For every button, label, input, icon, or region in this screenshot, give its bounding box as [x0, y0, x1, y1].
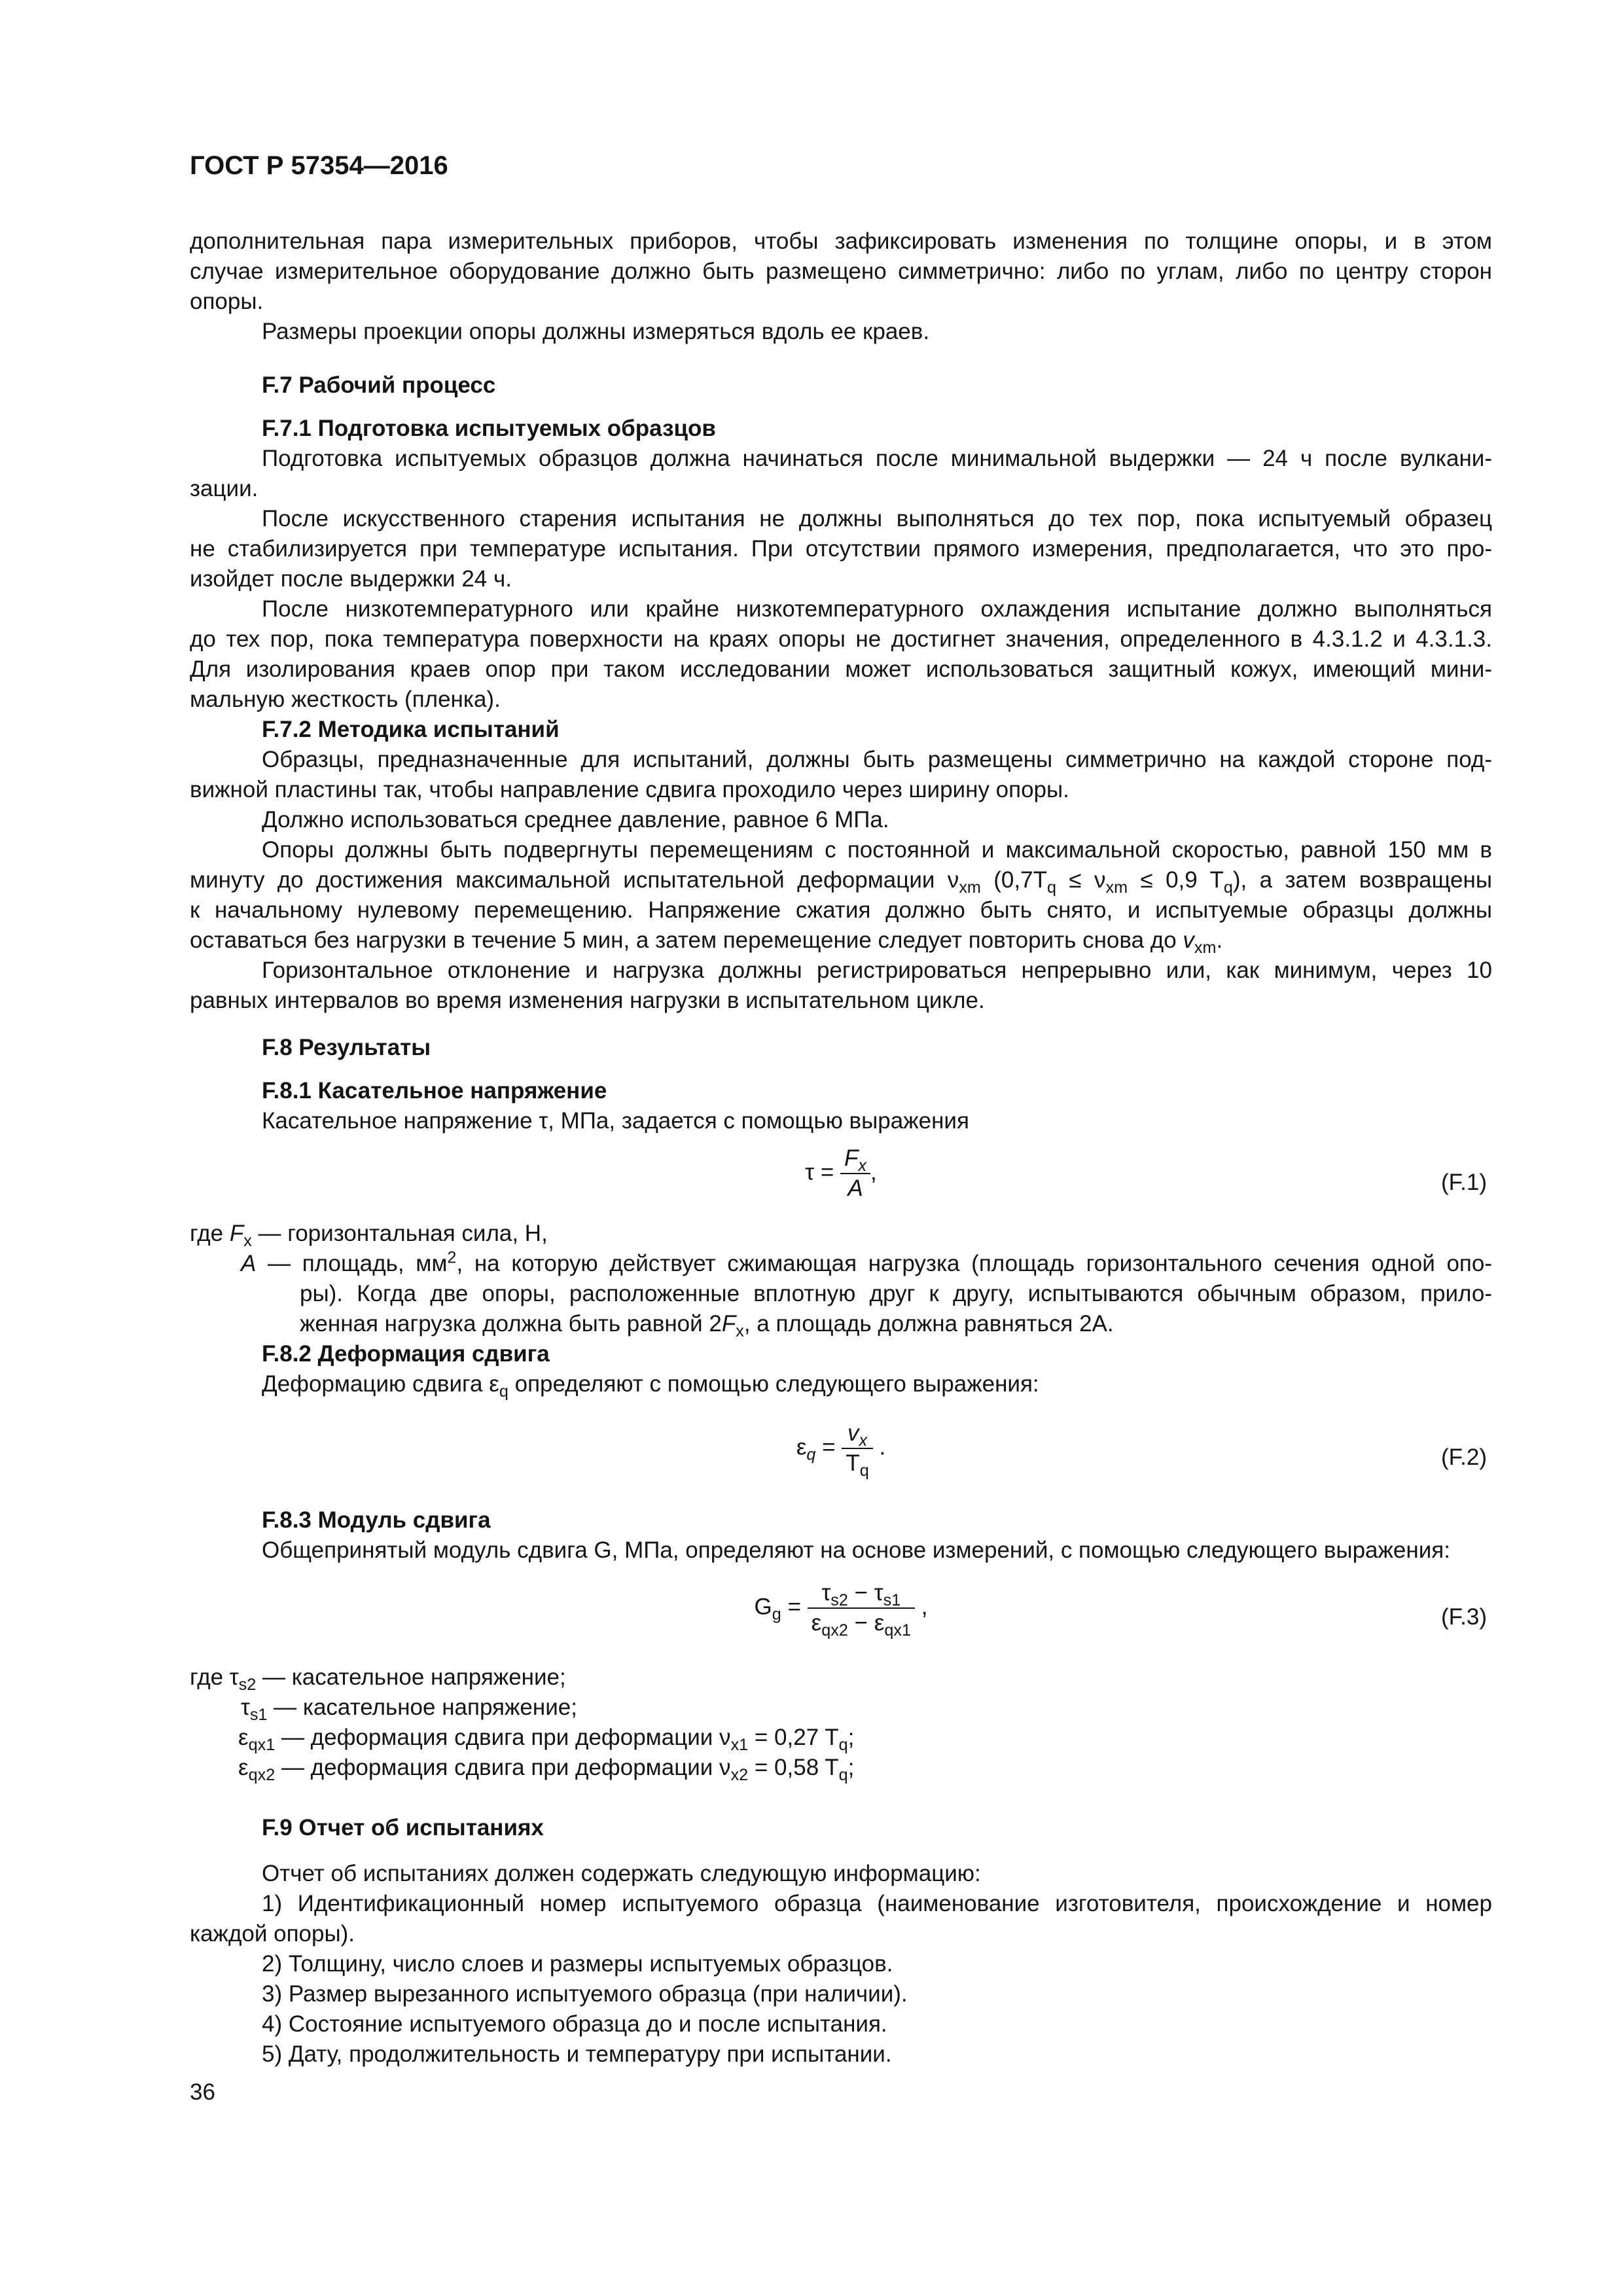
definition-line: A — площадь, $мм^2$, на которую действует сжимающая нагрузка (площадь горизонтального сечения одной опо- [241, 1248, 1493, 1276]
page-number: 36 [190, 2079, 215, 2105]
text-line: После искусственного старения испытания не должны выполняться до тех пор, пока испытуемый образец [262, 506, 1492, 531]
subsection-f8-1 [190, 1076, 1492, 1136]
subsection-f8-2 [190, 1339, 1492, 1399]
text-line: вижной пластины так, чтобы направление сдвига проходило через ширину опоры. [190, 777, 1069, 802]
section-f8 [190, 1033, 1492, 1063]
list-item: 1) Идентификационный номер испытуемого образца (наименование изготовителя, происхождение и номер [262, 1891, 1492, 1916]
formula-f3-definitions [190, 1662, 1492, 1783]
formula-f1-definitions [190, 1219, 1492, 1339]
text-line: не стабилизируется при температуре испытания. При отсутствии прямого измерения, предполагается, что это про- [190, 536, 1492, 562]
subsection-heading: F.8.2 Деформация сдвига [262, 1341, 550, 1367]
definition-line: женная нагрузка должна быть равной $2F_x$, а площадь должна равняться 2A. [300, 1311, 1114, 1340]
section-heading: F.9 Отчет об испытаниях [262, 1815, 544, 1840]
text-line: минуту до достижения максимальной испытательной деформации $\nu_{xm}$ ($0,7T_q \le \nu_{xm} \le 0,9$ $T_q$), а затем возвращены [190, 867, 1492, 897]
section-heading: F.8 Результаты [262, 1035, 431, 1060]
formula-f1: τ = $\frac{F_x}{A}$ , (F.1) [805, 1145, 1487, 1201]
section-f9-content [190, 1859, 1492, 2070]
text-line: к начальному нулевому перемещению. Напряжение сжатия должно быть снято, и испытуемые образцы должны [190, 897, 1492, 923]
text-line: После низкотемпературного или крайне низкотемпературного охлаждения испытание должно выполняться [262, 596, 1492, 622]
definition-line: $\tau_{s1}$ — касательное напряжение; [241, 1695, 577, 1724]
subsection-heading: F.7.2 Методика испытаний [262, 717, 560, 742]
list-item: 5) Дату, продолжительность и температуру при испытании. [262, 2041, 892, 2067]
list-item: 3) Размер вырезанного испытуемого образца (при наличии). [262, 1981, 908, 2007]
page-header-title: ГОСТ Р 57354—2016 [190, 151, 448, 180]
text-line: изойдет после выдержки 24 ч. [190, 566, 512, 592]
definition-line: где $\tau_{s2}$ — касательное напряжение; [190, 1664, 566, 1694]
text-line: Касательное напряжение τ, МПа, задается с помощью выражения [262, 1108, 969, 1134]
section-f7 [190, 370, 1492, 401]
text-line: опоры. [190, 289, 264, 314]
definition-line: $\varepsilon_{qx1}$ — деформация сдвига при деформации $\nu_{x1} = 0,27$ $T_q$; [238, 1725, 855, 1754]
text-line: зации. [190, 476, 259, 501]
list-item: 2) Толщину, число слоев и размеры испытуемых образцов. [262, 1951, 893, 1977]
text-line: Должно использоваться среднее давление, равное 6 МПа. [262, 807, 889, 833]
subsection-heading: F.7.1 Подготовка испытуемых образцов [262, 416, 716, 441]
text-line: случае измерительное оборудование должно быть размещено симметрично: либо по углам, либо по центру сторон [190, 259, 1492, 284]
formula-number: (F.3) [1441, 1604, 1487, 1630]
text-line: равных интервалов во время изменения нагрузки в испытательном цикле. [190, 988, 985, 1013]
text-line: Опоры должны быть подвергнуты перемещениям с постоянной и максимальной скоростью, равной 150 мм в [262, 837, 1492, 863]
formula-number: (F.2) [1441, 1444, 1487, 1470]
section-heading: F.7 Рабочий процесс [262, 372, 496, 398]
text-line: Горизонтальное отклонение и нагрузка должны регистрироваться непрерывно или, как минимум, через 10 [262, 958, 1492, 983]
text-line: Образцы, предназначенные для испытаний, должны быть размещены симметрично на каждой стороне под- [262, 747, 1492, 772]
formula-number: (F.1) [1441, 1170, 1487, 1195]
text-line: Общепринятый модуль сдвига G, МПа, определяют на основе измерений, с помощью следующего выражения: [262, 1537, 1450, 1563]
intro-paragraph [190, 226, 1492, 347]
text-line: Деформацию сдвига $\varepsilon_q$ определяют с помощью следующего выражения: [262, 1371, 1039, 1401]
subsection-f7-1 [190, 414, 1492, 1016]
text-line: оставаться без нагрузки в течение 5 мин, а затем перемещение следует повторить снова до $v_{xm}$. [190, 927, 1223, 957]
definition-line: ры). Когда две опоры, расположенные вплотную друг к другу, испытываются обычным образом, прило- [300, 1281, 1492, 1306]
definition-line: $\varepsilon_{qx2}$ — деформация сдвига при деформации $\nu_{x2} = 0,58$ $T_q$; [238, 1755, 855, 1784]
text-line: Отчет об испытаниях должен содержать следующую информацию: [262, 1861, 981, 1886]
formula-f3: $G_g$ = $\frac{\tau_{s2} - \tau_{s1}}{\varepsilon_{qx2} - \varepsilon_{qx1}}$ , (F.3) [754, 1580, 1487, 1640]
subsection-f8-3 [190, 1505, 1492, 1566]
text-line: дополнительная пара измерительных приборов, чтобы зафиксировать изменения по толщине опоры, и в этом [190, 228, 1492, 254]
subsection-heading: F.8.3 Модуль сдвига [262, 1507, 491, 1533]
text-line: Подготовка испытуемых образцов должна начинаться после минимальной выдержки — 24 ч после вулкани- [262, 446, 1492, 471]
text-line: до тех пор, пока температура поверхности на краях опоры не достигнет значения, определенного в 4.3.1.2 и 4.3.1.3. [190, 626, 1492, 652]
subsection-heading: F.8.1 Касательное напряжение [262, 1078, 607, 1103]
text-line: Для изолирования краев опор при таком исследовании может использоваться защитный кожух, имеющий мини- [190, 656, 1492, 682]
formula-f2: $\varepsilon_q$ = $\frac{v_x}{T_q}$ . (F.2) [796, 1420, 1487, 1480]
list-item: 4) Состояние испытуемого образца до и после испытания. [262, 2011, 887, 2037]
section-f9 [190, 1813, 1492, 1843]
list-item-cont: каждой опоры). [190, 1921, 355, 1946]
text-line: Размеры проекции опоры должны измеряться вдоль ее краев. [262, 319, 930, 344]
text-line: мальную жесткость (пленка). [190, 687, 501, 712]
definition-line: где $F_x$ — горизонтальная сила, Н, [190, 1221, 548, 1250]
